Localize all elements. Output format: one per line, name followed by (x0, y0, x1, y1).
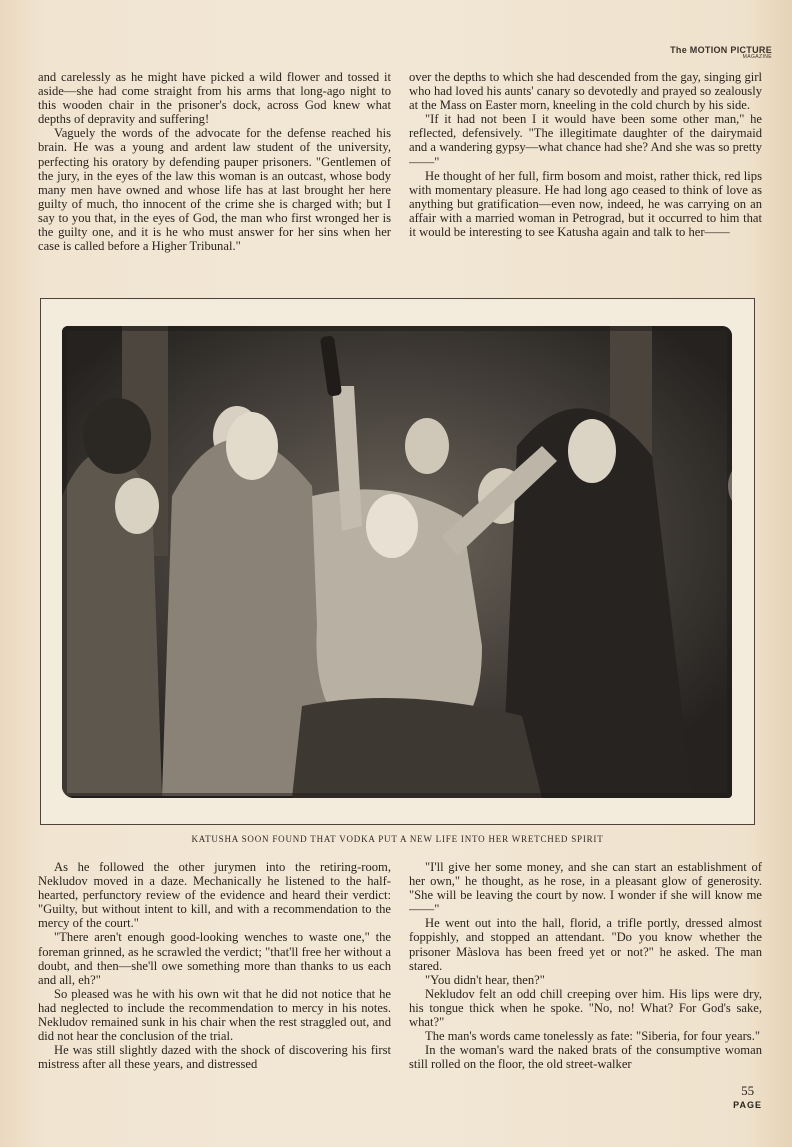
text-column-bottom-left (38, 860, 391, 1090)
photo-caption: KATUSHA SOON FOUND THAT VODKA PUT A NEW LIFE INTO HER WRETCHED SPIRIT (191, 834, 604, 844)
paragraph: He went out into the hall, florid, a trifle portly, dressed almost foppishly, and stopped an attendant. "Do you know whether the prisoner Màslova has been freed yet or not?" he asked. The man stared. (409, 916, 762, 973)
paragraph: "You didn't hear, then?" (425, 972, 545, 987)
masthead-subtitle: MAGAZINE (742, 54, 772, 60)
paragraph: As he followed the other jurymen into the retiring-room, Nekludov moved in a daze. Mechanically he listened to the half-hearted, perfunctory review of the evidence and heard their verdict: "Guilty, but without intent to kill, and with a recommendation to the mercy of the court." (38, 860, 391, 931)
text-column-top-right (409, 70, 762, 288)
paragraph: "If it had not been I it would have been some other man," he reflected, defensively. "The illegitimate daughter of the dairymaid and a wandering gypsy—what chance had she? And she was so pretty——" (409, 112, 762, 169)
paragraph: Vaguely the words of the advocate for the defense reached his brain. He was a young and ardent law student of the university, perfecting his oratory by defending pauper prisoners. "Gentlemen of the jury, in the eyes of the law this woman is an outcast, whose body many men have owned and whose life has at last brought her here guilty of much, tho innocent of the crime she is charged with; but I say to you that, in the eyes of God, the man who first wronged her is the guilty one, and it is he who must answer for her sins when her case is called before a Higher Tribunal." (38, 126, 391, 254)
paragraph: He was still slightly dazed with the shock of discovering his first mistress after all these years, and distressed (38, 1043, 391, 1072)
paragraph: "There aren't enough good-looking wenches to waste one," the foreman grinned, as he scrawled the verdict; "that'll free her without a doubt, and then—she'll owe something more than thanks to us each and all, eh?" (38, 930, 391, 987)
masthead-title: The MOTION PICTURE (670, 45, 772, 55)
paragraph: and carelessly as he might have picked a wild flower and tossed it aside—she had come straight from his arms that long-ago night to this wooden chair in the prisoner's dock, across God knew what depths of depravity and suffering! (38, 70, 391, 127)
paragraph: So pleased was he with his own wit that he did not notice that he had neglected to include the recommendation to mercy in his notes. Nekludov remained sunk in his chair when the rest straggled out, and did not hear the conclusion of the trial. (38, 986, 391, 1044)
paragraph: The man's words came tonelessly as fate: "Siberia, for four years." (425, 1029, 760, 1044)
paragraph: He thought of her full, firm bosom and moist, rather thick, red lips with momentary pleasure. He had long ago ceased to think of love as anything but gratification—even now, indeed, he was carrying on an affair with a married woman in Petrograd, but it occurred to him that it would be interesting to see Katusha again and talk to her—— (409, 168, 762, 240)
magazine-masthead (670, 46, 772, 60)
film-still-image (62, 326, 732, 798)
paragraph: "I'll give her some money, and she can start an establishment of her own," he thought, as he rose, in a pleasant glow of generosity. "She will be leaving the court by now. I wonder if she will know me——" (409, 860, 762, 917)
paragraph: over the depths to which she had descended from the gay, singing girl who had loved his aunts' canary so devotedly and prayed so zealously at the Mass on Easter morn, kneeling in the cold church by his side. (409, 70, 762, 113)
paragraph: In the woman's ward the naked brats of the consumptive woman still rolled on the floor, the old street-walker (409, 1043, 762, 1072)
page-label: PAGE (733, 1100, 762, 1110)
paragraph: Nekludov felt an odd chill creeping over him. His lips were dry, his tongue thick when he spoke. "No, no! What? For God's sake, what?" (409, 986, 762, 1030)
text-column-top-left (38, 70, 391, 288)
page-number: 55 (741, 1083, 755, 1098)
page-folio (733, 1084, 762, 1112)
film-still-photo (62, 326, 732, 798)
text-column-bottom-right (409, 860, 762, 1090)
